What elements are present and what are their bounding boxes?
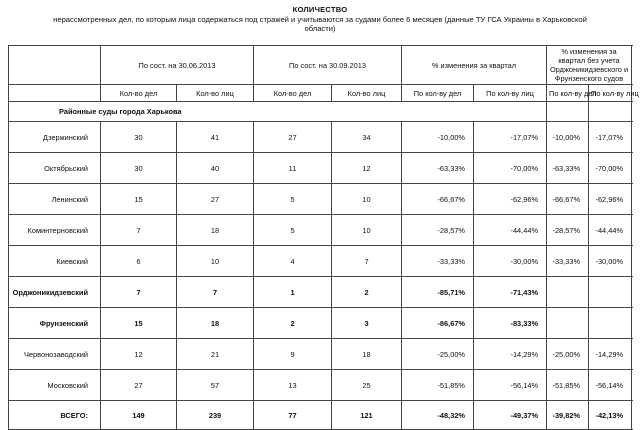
subheader-persons-2: Кол-во лиц xyxy=(332,85,402,102)
change-excl-by-persons xyxy=(589,277,632,308)
change-excl-by-persons: -42,13% xyxy=(589,401,632,430)
cases-jun: 12 xyxy=(101,339,177,370)
cases-sep: 1 xyxy=(254,277,332,308)
persons-jun: 239 xyxy=(177,401,254,430)
persons-sep: 121 xyxy=(332,401,402,430)
district-name: Фрунзенский xyxy=(9,308,101,339)
change-by-cases: -25,00% xyxy=(402,339,474,370)
table-row xyxy=(9,153,632,184)
change-excl-by-cases: -51,85% xyxy=(547,370,589,401)
persons-jun: 18 xyxy=(177,215,254,246)
persons-jun: 10 xyxy=(177,246,254,277)
change-by-cases: -33,33% xyxy=(402,246,474,277)
change-by-persons: -56,14% xyxy=(474,370,547,401)
cases-jun: 30 xyxy=(101,153,177,184)
district-name: Октябрьский xyxy=(9,153,101,184)
change-by-persons: -14,29% xyxy=(474,339,547,370)
change-by-cases: -66,67% xyxy=(402,184,474,215)
table-row xyxy=(9,215,632,246)
cases-sep: 27 xyxy=(254,122,332,153)
header-change: % изменения за квартал xyxy=(402,46,547,85)
section-row xyxy=(9,102,632,122)
section-empty-cell xyxy=(547,102,589,122)
cases-sep: 5 xyxy=(254,184,332,215)
cases-jun: 30 xyxy=(101,122,177,153)
cases-jun: 7 xyxy=(101,277,177,308)
header-row xyxy=(9,46,632,85)
change-by-persons: -83,33% xyxy=(474,308,547,339)
cases-sep: 9 xyxy=(254,339,332,370)
header-date2: По сост. на 30.09.2013 xyxy=(254,46,402,85)
change-excl-by-cases: -39,82% xyxy=(547,401,589,430)
table-row xyxy=(9,184,632,215)
cases-sep: 2 xyxy=(254,308,332,339)
district-name: ВСЕГО: xyxy=(9,401,101,430)
header-date1: По сост. на 30.06.2013 xyxy=(101,46,254,85)
statistics-table xyxy=(8,45,639,430)
cases-jun: 15 xyxy=(101,308,177,339)
change-excl-by-cases: -25,00% xyxy=(547,339,589,370)
cases-sep: 4 xyxy=(254,246,332,277)
change-excl-by-persons: -44,44% xyxy=(589,215,632,246)
persons-sep: 12 xyxy=(332,153,402,184)
change-by-persons: -30,00% xyxy=(474,246,547,277)
cases-sep: 77 xyxy=(254,401,332,430)
title-description: нерассмотренных дел, по которым лица содержаться под стражей и учитываются за судами более 6 месяцев (данные ТУ ГСА Украины в Харьковской области) xyxy=(53,14,587,33)
section-title: Районные суды города Харькова xyxy=(9,102,547,122)
change-excl-by-cases: -28,57% xyxy=(547,215,589,246)
change-excl-by-persons: -30,00% xyxy=(589,246,632,277)
change-by-persons: -44,44% xyxy=(474,215,547,246)
cases-jun: 6 xyxy=(101,246,177,277)
persons-sep: 10 xyxy=(332,215,402,246)
subheader-by-cases: По кол-ву дел xyxy=(402,85,474,102)
persons-jun: 21 xyxy=(177,339,254,370)
subheader-row xyxy=(9,85,632,102)
subheader-cases-1: Кол-во дел xyxy=(101,85,177,102)
change-by-cases: -28,57% xyxy=(402,215,474,246)
change-excl-by-cases xyxy=(547,277,589,308)
persons-jun: 27 xyxy=(177,184,254,215)
district-name: Московский xyxy=(9,370,101,401)
change-excl-by-cases: -66,67% xyxy=(547,184,589,215)
change-by-cases: -51,85% xyxy=(402,370,474,401)
change-excl-by-persons: -70,00% xyxy=(589,153,632,184)
table-row xyxy=(9,370,632,401)
cases-jun: 149 xyxy=(101,401,177,430)
persons-sep: 3 xyxy=(332,308,402,339)
change-by-persons: -49,37% xyxy=(474,401,547,430)
cases-sep: 5 xyxy=(254,215,332,246)
persons-sep: 2 xyxy=(332,277,402,308)
district-name: Коминтерновский xyxy=(9,215,101,246)
change-excl-by-persons: -14,29% xyxy=(589,339,632,370)
persons-jun: 41 xyxy=(177,122,254,153)
change-by-cases: -10,00% xyxy=(402,122,474,153)
header-change-excl: % изменения за квартал без учета Орджоникидзевского и Фрунзенского судов xyxy=(547,46,632,85)
change-by-cases: -63,33% xyxy=(402,153,474,184)
persons-sep: 7 xyxy=(332,246,402,277)
subheader-excl-by-persons: По кол-ву лиц xyxy=(589,85,632,102)
district-name: Орджоникидзевский xyxy=(9,277,101,308)
persons-jun: 57 xyxy=(177,370,254,401)
persons-sep: 25 xyxy=(332,370,402,401)
change-by-persons: -71,43% xyxy=(474,277,547,308)
change-by-cases: -86,67% xyxy=(402,308,474,339)
persons-sep: 18 xyxy=(332,339,402,370)
table-row xyxy=(9,277,632,308)
change-by-persons: -70,00% xyxy=(474,153,547,184)
table-row xyxy=(9,339,632,370)
subheader-empty-cell xyxy=(9,85,101,102)
subheader-persons-1: Кол-во лиц xyxy=(177,85,254,102)
change-by-cases: -85,71% xyxy=(402,277,474,308)
header-empty-cell xyxy=(9,46,101,85)
title-heading: КОЛИЧЕСТВО xyxy=(292,5,348,14)
cases-jun: 27 xyxy=(101,370,177,401)
persons-jun: 18 xyxy=(177,308,254,339)
document-title xyxy=(50,5,590,34)
persons-sep: 34 xyxy=(332,122,402,153)
table-body xyxy=(9,46,639,430)
change-excl-by-persons: -56,14% xyxy=(589,370,632,401)
district-name: Дзержинский xyxy=(9,122,101,153)
persons-jun: 40 xyxy=(177,153,254,184)
change-excl-by-persons: -17,07% xyxy=(589,122,632,153)
cases-jun: 7 xyxy=(101,215,177,246)
subheader-cases-2: Кол-во дел xyxy=(254,85,332,102)
cases-sep: 13 xyxy=(254,370,332,401)
persons-sep: 10 xyxy=(332,184,402,215)
change-by-cases: -48,32% xyxy=(402,401,474,430)
change-excl-by-cases: -33,33% xyxy=(547,246,589,277)
subheader-by-persons: По кол-ву лиц xyxy=(474,85,547,102)
change-excl-by-persons: -62,96% xyxy=(589,184,632,215)
cases-jun: 15 xyxy=(101,184,177,215)
district-name: Червонозаводский xyxy=(9,339,101,370)
change-by-persons: -17,07% xyxy=(474,122,547,153)
change-excl-by-cases: -10,00% xyxy=(547,122,589,153)
cases-sep: 11 xyxy=(254,153,332,184)
table-row xyxy=(9,308,632,339)
table-row xyxy=(9,122,632,153)
total-row xyxy=(9,401,632,430)
change-excl-by-cases: -63,33% xyxy=(547,153,589,184)
change-by-persons: -62,96% xyxy=(474,184,547,215)
table-row xyxy=(9,246,632,277)
change-excl-by-persons xyxy=(589,308,632,339)
change-excl-by-cases xyxy=(547,308,589,339)
district-name: Киевский xyxy=(9,246,101,277)
persons-jun: 7 xyxy=(177,277,254,308)
district-name: Ленинский xyxy=(9,184,101,215)
section-empty-cell xyxy=(589,102,632,122)
subheader-excl-by-cases: По кол-ву дел xyxy=(547,85,589,102)
